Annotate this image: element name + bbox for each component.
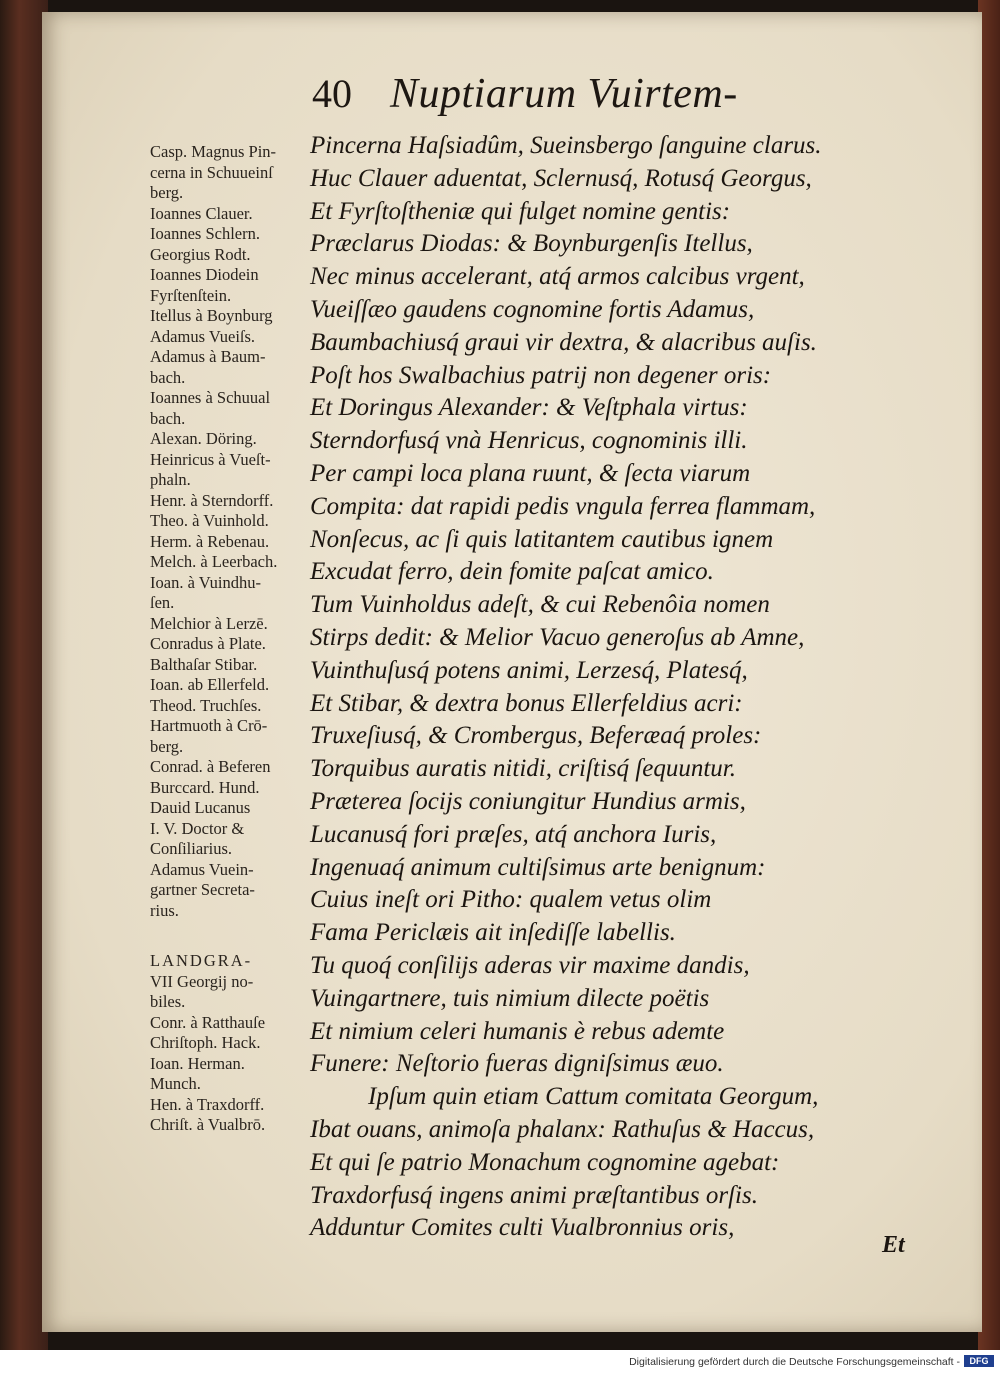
- margin-note: Fyrſtenſtein.: [150, 285, 232, 305]
- verse-line: Lucanusq́ fori præſes, atq́ anchora Iuris,: [310, 820, 717, 848]
- margin-note: Heinricus à Vueſt-: [150, 449, 271, 469]
- verse-line: Vuingartnere, tuis nimium dilecte poëtis: [310, 984, 710, 1012]
- verse-text: [310, 130, 900, 1245]
- page-number: 40: [312, 71, 352, 116]
- verse-line: Adduntur Comites culti Vualbronnius oris,: [310, 1214, 735, 1242]
- verse-line: Cuius ineſt ori Pitho: qualem vetus olim: [310, 886, 712, 914]
- margin-note: Chriſt. à Vualbrō.: [150, 1115, 266, 1134]
- verse-line: Nec minus accelerant, atq́ armos calcibus vrgent,: [310, 263, 805, 291]
- margin-note: Melchior à Lerzē.: [150, 613, 268, 633]
- margin-note: Theo. à Vuinhold.: [150, 511, 269, 530]
- margin-note: Casp. Magnus Pin-: [150, 142, 277, 161]
- margin-note: ſen.: [150, 593, 175, 612]
- verse-line: Sterndorfusq́ vnà Henricus, cognominis illi.: [310, 427, 748, 455]
- margin-note: Hen. à Traxdorff.: [150, 1094, 265, 1114]
- running-title: Nuptiarum Vuirtem-: [390, 71, 738, 117]
- margin-note: berg.: [150, 736, 184, 756]
- margin-note: VII Georgij no-: [150, 971, 254, 991]
- margin-note: Adamus Vueiſs.: [150, 326, 256, 346]
- verse-line: Per campi loca plana ruunt, & ſecta viarum: [310, 459, 751, 487]
- margin-note: Ioan. Herman.: [150, 1053, 245, 1073]
- verse-line: Et nimium celeri humanis è rebus ademte: [310, 1017, 725, 1045]
- page-header: [312, 70, 738, 120]
- verse-line: Vueiſſæo gaudens cognomine fortis Adamus,: [310, 295, 755, 323]
- margin-note: Ioannes Schlern.: [150, 224, 260, 243]
- verse-line: Ibat ouans, animoſa phalanx: Rathuſus & Haccus,: [310, 1115, 815, 1143]
- verse-line: Nonſecus, ac ſi quis latitantem cautibus ignem: [310, 525, 774, 553]
- margin-note: Burccard. Hund.: [150, 777, 260, 797]
- margin-note: Georgius Rodt.: [150, 244, 251, 264]
- verse-line: Et Doringus Alexander: & Veſtphala virtus:: [310, 394, 748, 422]
- verse-line: Pincerna Haſsiadûm, Sueinsbergo ſanguine clarus.: [310, 132, 822, 159]
- margin-note: Conr. à Ratthauſe: [150, 1012, 266, 1032]
- verse-line: Præclarus Diodas: & Boynburgenſis Itellus,: [310, 230, 753, 258]
- margin-note: Adamus Vuein-: [150, 859, 254, 879]
- verse-line: Et Stibar, & dextra bonus Ellerfeldius acri:: [310, 689, 743, 717]
- verse-line: Stirps dedit: & Melior Vacuo generoſus ab Amne,: [310, 623, 805, 651]
- margin-note: Alexan. Döring.: [150, 429, 257, 448]
- margin-note: Munch.: [150, 1074, 201, 1093]
- margin-note: Ioannes Clauer.: [150, 203, 253, 223]
- margin-note: Herm. à Rebenau.: [150, 531, 270, 551]
- verse-line: Ingenuaq́ animum cultiſsimus arte benignum:: [310, 853, 766, 881]
- verse-line: Ipſum quin etiam Cattum comitata Georgum,: [368, 1083, 819, 1111]
- margin-note: phaln.: [150, 470, 191, 489]
- margin-note: Dauid Lucanus: [150, 798, 251, 817]
- margin-note: biles.: [150, 992, 186, 1011]
- margin-note: Ioannes Diodein: [150, 265, 259, 284]
- margin-note: I. V. Doctor &: [150, 818, 245, 838]
- margin-note: Balthaſar Stibar.: [150, 654, 258, 674]
- verse-line: Huc Clauer aduentat, Sclernusq́, Rotusq́ Georgus,: [310, 164, 812, 192]
- margin-note: Ioan. à Vuindhu-: [150, 572, 261, 592]
- margin-note: Henr. à Sterndorff.: [150, 490, 274, 510]
- margin-note: berg.: [150, 183, 184, 202]
- margin-note: bach.: [150, 408, 186, 428]
- verse-line: Tum Vuinholdus adeſt, & cui Rebenôia nomen: [310, 591, 770, 619]
- book-cover-left-edge: [0, 0, 48, 1350]
- verse-line: Baumbachiusq́ graui vir dextra, & alacribus auſis.: [310, 328, 817, 356]
- verse-line: Poſt hos Swalbachius patrij non degener oris:: [310, 361, 772, 389]
- margin-note: Ioannes à Schuual: [150, 388, 271, 407]
- margin-note: LANDGRA-: [150, 951, 253, 970]
- catchword: Et: [882, 1232, 905, 1258]
- verse-line: Torquibus auratis nitidi, criſtisq́ ſequuntur.: [310, 755, 737, 783]
- verse-line: Truxeſiusq́, & Crombergus, Beferæaq́ proles:: [310, 722, 762, 750]
- margin-note: Chriſtoph. Hack.: [150, 1033, 261, 1052]
- margin-note: Conradus à Plate.: [150, 634, 266, 653]
- verse-line: Vuinthuſusq́ potens animi, Lerzesq́, Platesq́,: [310, 656, 748, 684]
- margin-note: Conſiliarius.: [150, 839, 233, 858]
- verse-line: Tu quoq́ conſilijs aderas vir maxime dandis,: [310, 951, 750, 979]
- margin-note: cerna in Schuueinſ: [150, 162, 273, 182]
- verse-line: Excudat ferro, dein fomite paſcat amico.: [310, 558, 714, 586]
- margin-note: Conrad. à Beferen: [150, 757, 271, 776]
- margin-note: Melch. à Leerbach.: [150, 552, 278, 571]
- margin-note: Hartmuoth à Crō-: [150, 716, 268, 735]
- margin-note: gartner Secreta-: [150, 880, 255, 899]
- margin-note: rius.: [150, 900, 179, 920]
- verse-line: Et Fyrſtoſtheniæ qui fulget nomine gentis:: [310, 197, 731, 225]
- margin-note: Ioan. ab Ellerfeld.: [150, 675, 270, 694]
- dfg-logo: DFG: [964, 1355, 994, 1367]
- verse-line: Compita: dat rapidi pedis vngula ferrea flammam,: [310, 492, 816, 520]
- verse-line: Præterea ſocijs coniungitur Hundius armis,: [310, 787, 746, 815]
- verse-line: Fama Periclæis ait inſediſſe labellis.: [310, 919, 676, 947]
- margin-note: Adamus à Baum-: [150, 347, 266, 366]
- verse-line: Funere: Neſtorio fueras digniſsimus æuo.: [310, 1050, 724, 1078]
- margin-note: bach.: [150, 367, 186, 387]
- margin-note: Itellus à Boynburg: [150, 306, 273, 325]
- verse-line: Et qui ſe patrio Monachum cognomine agebat:: [310, 1148, 780, 1176]
- verse-line: Traxdorfusq́ ingens animi præſtantibus orſis.: [310, 1181, 758, 1209]
- margin-note: Theod. Truchſes.: [150, 695, 262, 715]
- digitization-credit: Digitalisierung gefördert durch die Deutsche Forschungsgemeinschaft -: [629, 1356, 960, 1368]
